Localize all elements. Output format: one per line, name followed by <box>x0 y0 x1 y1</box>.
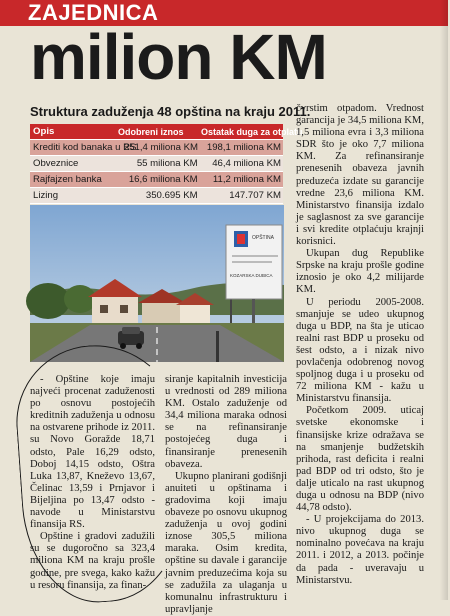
column-a <box>30 374 155 600</box>
sign-text-2: KOZARSKA DUBICA <box>230 273 273 278</box>
paragraph: U periodu 2005-2008. smanjuje se udeo ukupnog duga u BDP, na šta je uticao realni rast BDP u proseku od šest odsto, a i nizak nivo povlačenja odobrenog novog spoljnog duga i u proseku od 72 miliona KM - kažu u Ministarstvu finansija. <box>296 296 424 405</box>
table-header-row <box>30 124 303 140</box>
cell-odobreni: 16,6 miliona KM <box>128 174 198 185</box>
table-row <box>30 140 283 156</box>
table-row <box>30 156 283 172</box>
paragraph: Početkom 2009. uticaj svetske ekonomske i finansijske krize odražava se na smanjenje budžetskih prihoda, rast deficita i realni pad BDP od tri odsto, što je dalje uticalo na rast ukupnog duga u odnosu na BDP (nivo 44,78 odsto). <box>296 405 424 514</box>
header-opis: Opis <box>33 126 55 137</box>
paragraph: - Opštine koje imaju najveći procenat zaduženosti po osnovu postojećih kreditnih zaduženja u odnosu na ostvarene prihode iz 2011. su Novo Goražde 18,71 odsto, Pale 16,29 odsto, Doboj 14,15 odsto, Oštra Luka 13,87, Kneževo 13,67, Čelinac 13,59 i Prnjavor i Bijeljina po 13,47 odsto - navode u Ministarstvu finansija RS. <box>30 374 155 531</box>
town-photo-illustration <box>30 205 284 362</box>
paragraph: čvrstim otpadom. Vrednost garancija je 34,5 miliona KM, 1,5 miliona evra i 3,3 miliona SDR što je oko 7,7 miliona KM. Za refinansiranje prenesenih obaveza javnih preduzeća izdate su garancije vredne 23,6 miliona KM. Ministarstvo finansija izdalo je saglasnost za sve garancije i svi kredite otplaćuju krajnji korisnici. <box>296 103 424 248</box>
cell-odobreni: 55 miliona KM <box>136 158 198 169</box>
paragraph: - U projekcijama do 2013. nivo ukupnog duga se nominalno povećava na kraju 2011. i 2012, a 2013. počinje da pada - uveravaju u Ministarstvu. <box>296 514 424 586</box>
cell-odobreni: 350.695 KM <box>145 190 198 201</box>
header-odobreni: Odobreni iznos <box>117 126 184 137</box>
column-b <box>165 374 287 615</box>
debt-table <box>30 124 303 204</box>
cell-ostatak: 11,2 miliona KM <box>212 174 281 185</box>
headline: milion KM <box>30 21 327 93</box>
cell-opis: Krediti kod banaka u RS <box>33 142 137 153</box>
table-row <box>30 172 283 188</box>
paragraph: Ukupno planirani godišnji anuiteti u opštinama i gradovima koji imaju obaveze po osnovu ukupnog zaduženja u ovoj godini iznose 305,5 miliona maraka. Osim kredita, opštine su davale i garancije javnim preduzećima koja su se zadužila za ulaganja u komunalnu infrastrukturu i upravljanje <box>165 470 287 615</box>
sign-text-1: OPŠTINA <box>252 235 274 241</box>
page-edge-shadow <box>440 0 448 600</box>
table-title: Struktura zaduženja 48 opština na kraju 2011. <box>30 104 311 119</box>
column-c <box>296 103 424 600</box>
cell-ostatak: 46,4 miliona KM <box>212 158 281 169</box>
header-ostatak: Ostatak duga za otplatu <box>201 126 303 137</box>
cell-ostatak: 198,1 miliona KM <box>206 142 281 153</box>
cell-opis: Lizing <box>33 190 59 201</box>
town-photo <box>30 205 284 362</box>
cell-opis: Rajfajzen banka <box>33 174 102 185</box>
section-label: ZAJEDNICA <box>28 0 159 25</box>
paragraph: siranje kapitalnih investicija u vrednosti od 289 miliona KM. Ostalo zaduženje od 34,4 miliona maraka odnosi se na refinansiranje postojećeg duga i finansiranje prenesenih obaveza. <box>165 374 287 470</box>
cell-opis: Obveznice <box>33 158 79 169</box>
paragraph: Opštine i gradovi zadužili su se dugoročno sa 323,4 miliona KM na kraju prošle godine, pre svega, kako kažu u resoru finansija, za finan- <box>30 531 155 591</box>
cell-odobreni: 251,4 miliona KM <box>123 142 198 153</box>
cell-ostatak: 147.707 KM <box>229 190 281 201</box>
paragraph: Ukupan dug Republike Srpske na kraju prošle godine iznosio je oko 4,2 milijarde KM. <box>296 248 424 296</box>
table-row <box>30 188 283 204</box>
